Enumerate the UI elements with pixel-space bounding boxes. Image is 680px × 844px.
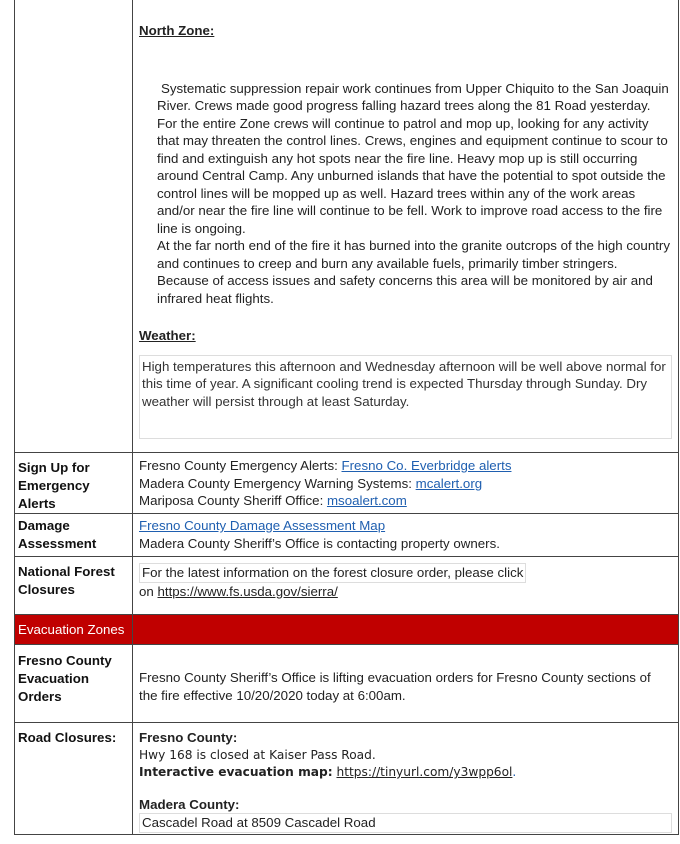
fresno-alerts-line xyxy=(139,457,672,475)
fresno-evac-text: Fresno County Sheriff’s Office is lifting evacuation orders for Fresno County sections of the fire effective 10/20/2020 today at 6:00am. xyxy=(139,670,651,703)
fresno-evac-cell xyxy=(133,645,678,722)
tinyurl-link[interactable]: https://tinyurl.com/y3wpp6ol xyxy=(336,765,513,779)
forest-label: National Forest Closures xyxy=(15,557,133,614)
damage-cell xyxy=(133,514,678,556)
evac-map-suffix: . xyxy=(512,765,517,779)
fresno-county-heading: Fresno County: xyxy=(139,730,238,745)
weather-text: High temperatures this afternoon and Wednesday afternoon will be well above normal for this time of year. A significant cooling trend is expected Thursday through Sunday. Dry weather will persist through at least Saturday. xyxy=(139,355,672,440)
north-zone-cell xyxy=(133,0,678,452)
mariposa-alerts-prefix: Mariposa County Sheriff Office: xyxy=(139,493,327,508)
forest-cell xyxy=(133,557,678,614)
north-zone-heading: North Zone: xyxy=(139,23,215,38)
road-closures-label: Road Closures: xyxy=(15,723,133,834)
sign-up-label: Sign Up for Emergency Alerts xyxy=(15,453,133,513)
mariposa-alerts-line xyxy=(139,492,672,510)
sign-up-cell xyxy=(133,453,678,513)
table-row xyxy=(15,723,678,835)
evacuation-zones-header xyxy=(15,615,678,645)
forest-on: on xyxy=(139,583,158,599)
north-zone-paragraph-1: Systematic suppression repair work continues from Upper Chiquito to the San Joaquin River. Crews made good progress falling hazard trees along the 81 Road yesterday. For the entire Zone crews will continue to patrol and mop up, looking for any activity that may threaten the control lines. Crews, engines and equipment continue to scour to find and extinguish any hot spots near the fire line. Heavy mop up is still occurring around Central Camp. Any unburned islands that have the potential to spot outside the control lines will be mopped up as well. Hazard trees within any of the work areas and/or near the fire line will continue to be fell. Work to improve road access to the fire line is ongoing. xyxy=(157,80,669,236)
weather-heading: Weather: xyxy=(139,328,196,343)
table-row xyxy=(15,0,678,453)
fresno-alerts-prefix: Fresno County Emergency Alerts: xyxy=(139,458,342,473)
table-row xyxy=(15,557,678,615)
evacuation-zones-label: Evacuation Zones xyxy=(15,615,133,644)
damage-text: Madera County Sheriff’s Office is contacting property owners. xyxy=(139,535,500,551)
fs-usda-link[interactable]: https://www.fs.usda.gov/sierra/ xyxy=(157,583,338,599)
fresno-evac-label: Fresno County Evacuation Orders xyxy=(15,645,133,722)
everbridge-link[interactable]: Fresno Co. Everbridge alerts xyxy=(341,458,512,473)
evac-map-label: Interactive evacuation map: xyxy=(139,765,333,779)
damage-map-link[interactable]: Fresno County Damage Assessment Map xyxy=(139,518,386,533)
road-closures-cell xyxy=(133,723,678,834)
table-row xyxy=(15,645,678,723)
hwy-168-line: Hwy 168 is closed at Kaiser Pass Road. xyxy=(139,747,376,762)
damage-label: Damage Assessment xyxy=(15,514,133,556)
info-table xyxy=(14,0,679,835)
evacuation-zones-filler xyxy=(133,615,678,644)
table-row xyxy=(15,514,678,557)
empty-label-cell xyxy=(15,0,133,452)
forest-text: For the latest information on the forest closure order, please click xyxy=(139,563,526,583)
madera-alerts-line xyxy=(139,475,672,493)
table-row xyxy=(15,453,678,514)
msoalert-link[interactable]: msoalert.com xyxy=(326,493,407,508)
cascadel-road-line: Cascadel Road at 8509 Cascadel Road xyxy=(139,813,672,833)
north-zone-paragraph-2: At the far north end of the fire it has burned into the granite outcrops of the high country and continues to creep and burn any available fuels, primarily timber stringers. Because of access issues and safety concerns this area will be monitored by air and infrared heat flights. xyxy=(157,238,670,306)
madera-county-heading: Madera County: xyxy=(139,796,240,812)
madera-alerts-prefix: Madera County Emergency Warning Systems: xyxy=(139,475,416,491)
mcalert-link[interactable]: mcalert.org xyxy=(415,475,483,491)
